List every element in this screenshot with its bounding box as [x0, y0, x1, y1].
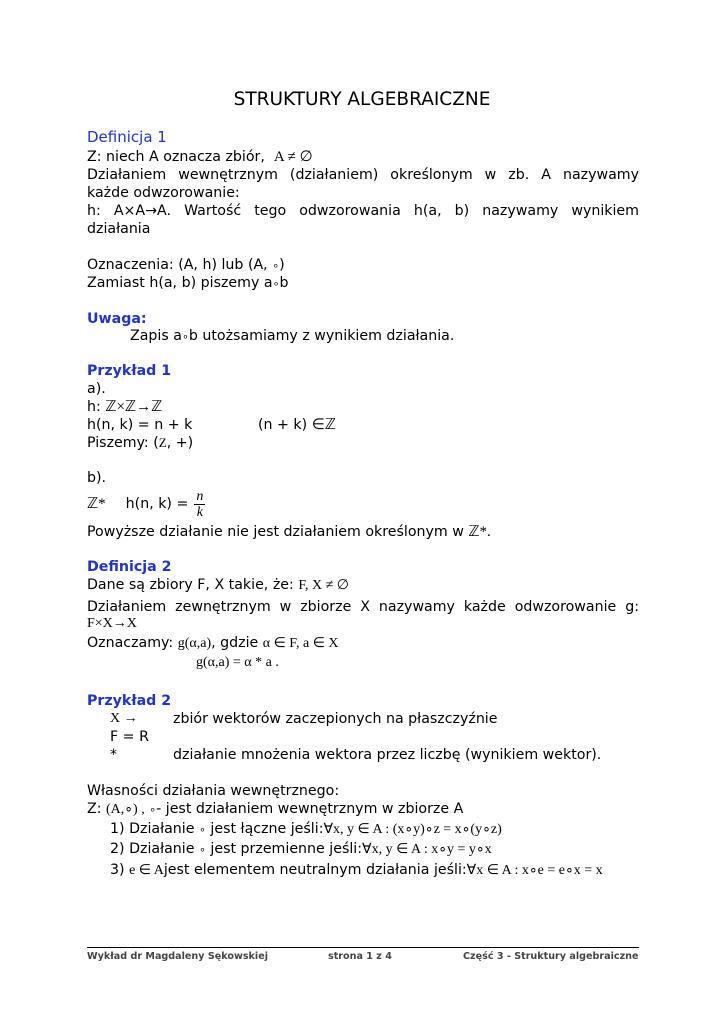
property-text-a: Działanie — [129, 841, 195, 857]
property-item — [110, 840, 492, 859]
property-formula: ∀x, y ∈ A : (x∘y)∘z = x∘(y∘z) — [323, 822, 502, 837]
notation-line1-close: ) — [279, 257, 285, 273]
property-op: ∘ — [199, 844, 206, 856]
def2-line4-prefix: Oznaczamy: — [87, 635, 174, 651]
def2-line5: g(α,a) = α * a . — [196, 655, 279, 670]
ex1-b-formula: h(n, k) = — [125, 496, 189, 512]
ex2-row1-text: zbiór wektorów zaczepionych na płaszczyźnie — [173, 711, 498, 727]
ex1-membership — [258, 416, 336, 434]
ex2-heading: Przykład 2 — [87, 693, 172, 709]
property-text-b: jest łączne jeśli: — [210, 821, 324, 837]
ex1-write-suffix: , +) — [166, 435, 194, 451]
remark-text — [130, 327, 454, 346]
notation-line2-op: ∘ — [272, 278, 280, 290]
footer-right: Część 3 - Struktury algebraiczne — [463, 951, 639, 962]
ex1-b-fraction — [194, 489, 205, 520]
def1-line1-text: Z: niech A oznacza zbiór, — [87, 149, 265, 165]
def2-line1-math: F, X ≠ ∅ — [298, 578, 349, 593]
remark-text-b: b utożsamiamy z wynikiem działania. — [188, 328, 455, 344]
ex1-membership-text: (n + k) — [258, 417, 308, 433]
def1-line3: każde odwzorowanie: — [87, 185, 240, 201]
notation-line2-text: Zamiast h(a, b) piszemy a — [87, 275, 273, 291]
def2-line4 — [87, 634, 339, 653]
ex1-write-z: Z — [158, 435, 167, 450]
ex2-row3-sym: * — [110, 747, 118, 763]
remark-heading: Uwaga: — [87, 311, 147, 327]
ex1-conclusion — [87, 523, 491, 541]
ex1-conclusion-set: ℤ*. — [468, 524, 491, 540]
ex1-h-map: ℤ×ℤ→ℤ — [105, 399, 163, 415]
ex1-b-line — [87, 486, 205, 522]
remark-text-a: Zapis a — [130, 328, 182, 344]
ex1-b-set: ℤ* — [87, 496, 106, 512]
property-num: 3) — [110, 862, 125, 878]
def2-line2: Działaniem zewnętrznym w zbiorze X nazywamy każde odwzorowanie g: — [87, 599, 639, 615]
def1-line1-math: A ≠ ∅ — [273, 149, 313, 165]
ex1-membership-math: ∈ℤ — [311, 417, 336, 433]
props-z-prefix: Z: — [87, 801, 102, 817]
page-title: STRUKTURY ALGEBRAICZNE — [233, 89, 491, 110]
def2-line1-text: Dane są zbiory F, X takie, że: — [87, 577, 294, 593]
ex1-formula: h(n, k) = n + k — [87, 417, 193, 433]
ex1-h-prefix: h: — [87, 399, 101, 415]
footer-divider — [87, 947, 639, 948]
property-item — [110, 861, 603, 880]
ex1-write-prefix: Piszemy: ( — [87, 435, 159, 451]
ex1-b-denominator: k — [196, 504, 203, 520]
footer-left: Wykład dr Magdaleny Sękowskiej — [87, 951, 269, 962]
def1-line4 — [87, 202, 639, 220]
props-z-text: - jest działaniem wewnętrznym w zbiorze A — [156, 801, 464, 817]
property-item — [110, 820, 502, 839]
notation-line2 — [87, 274, 288, 293]
property-op: ∘ — [199, 824, 206, 836]
ex1-heading: Przykład 1 — [87, 363, 172, 379]
def1-line4-prefix: h: — [87, 203, 101, 219]
property-formula: ∀x, y ∈ A : x∘y = y∘x — [362, 842, 492, 857]
ex1-write — [87, 434, 193, 452]
def2-line1 — [87, 576, 349, 595]
props-z-op: ∘ — [149, 804, 157, 816]
ex1-a-label: a). — [87, 381, 106, 397]
def1-line4-math: A×A→A. — [113, 203, 171, 219]
def1-heading: Definicja 1 — [87, 128, 167, 146]
ex1-b-label: b). — [87, 470, 107, 486]
def2-line4-math: g(α,a) — [177, 636, 212, 651]
def2-heading: Definicja 2 — [87, 559, 172, 575]
notation-line1 — [87, 256, 285, 275]
ex1-h-line — [87, 398, 162, 416]
footer-page: strona 1 z 4 — [328, 951, 392, 962]
property-text-a: e ∈ A — [129, 863, 164, 878]
props-z-line — [87, 800, 463, 819]
property-num: 1) — [110, 821, 125, 837]
remark-op: ∘ — [181, 331, 189, 343]
notation-line1-text: Oznaczenia: (A, h) lub (A, — [87, 257, 268, 273]
ex2-row3-text: działanie mnożenia wektora przez liczbę (wynikiem wektor). — [173, 747, 602, 763]
notation-op: ∘ — [272, 260, 280, 272]
def1-line5: działania — [87, 221, 151, 237]
def2-line4-cond: α ∈ F, a ∈ X — [262, 636, 339, 651]
ex2-row1-sym: X → — [110, 711, 138, 726]
def1-line2: Działaniem wewnętrznym (działaniem) określonym w zb. A nazywamy — [87, 167, 639, 183]
property-text-a: Działanie — [129, 821, 195, 837]
property-num: 2) — [110, 841, 125, 857]
def1-line4-text: Wartość tego odwzorowania h(a, b) nazywamy wynikiem — [184, 203, 639, 219]
props-heading: Własności działania wewnętrznego: — [87, 783, 340, 799]
def2-line3: F×X→X — [87, 616, 137, 631]
def1-line1 — [87, 148, 313, 166]
ex2-row2: F = R — [110, 729, 149, 745]
ex1-b-numerator: n — [196, 488, 204, 504]
def2-line4-mid: , gdzie — [211, 635, 259, 651]
notation-line2-b: b — [279, 275, 289, 291]
property-formula: ∀x ∈ A : x∘e = e∘x = x — [466, 863, 603, 878]
ex1-conclusion-text: Powyższe działanie nie jest działaniem określonym w — [87, 524, 464, 540]
props-z-math: (A,∘) , — [106, 802, 145, 817]
property-text-b: jest przemienne jeśli: — [210, 841, 362, 857]
property-text-b: jest elementem neutralnym działania jeśli: — [163, 862, 467, 878]
